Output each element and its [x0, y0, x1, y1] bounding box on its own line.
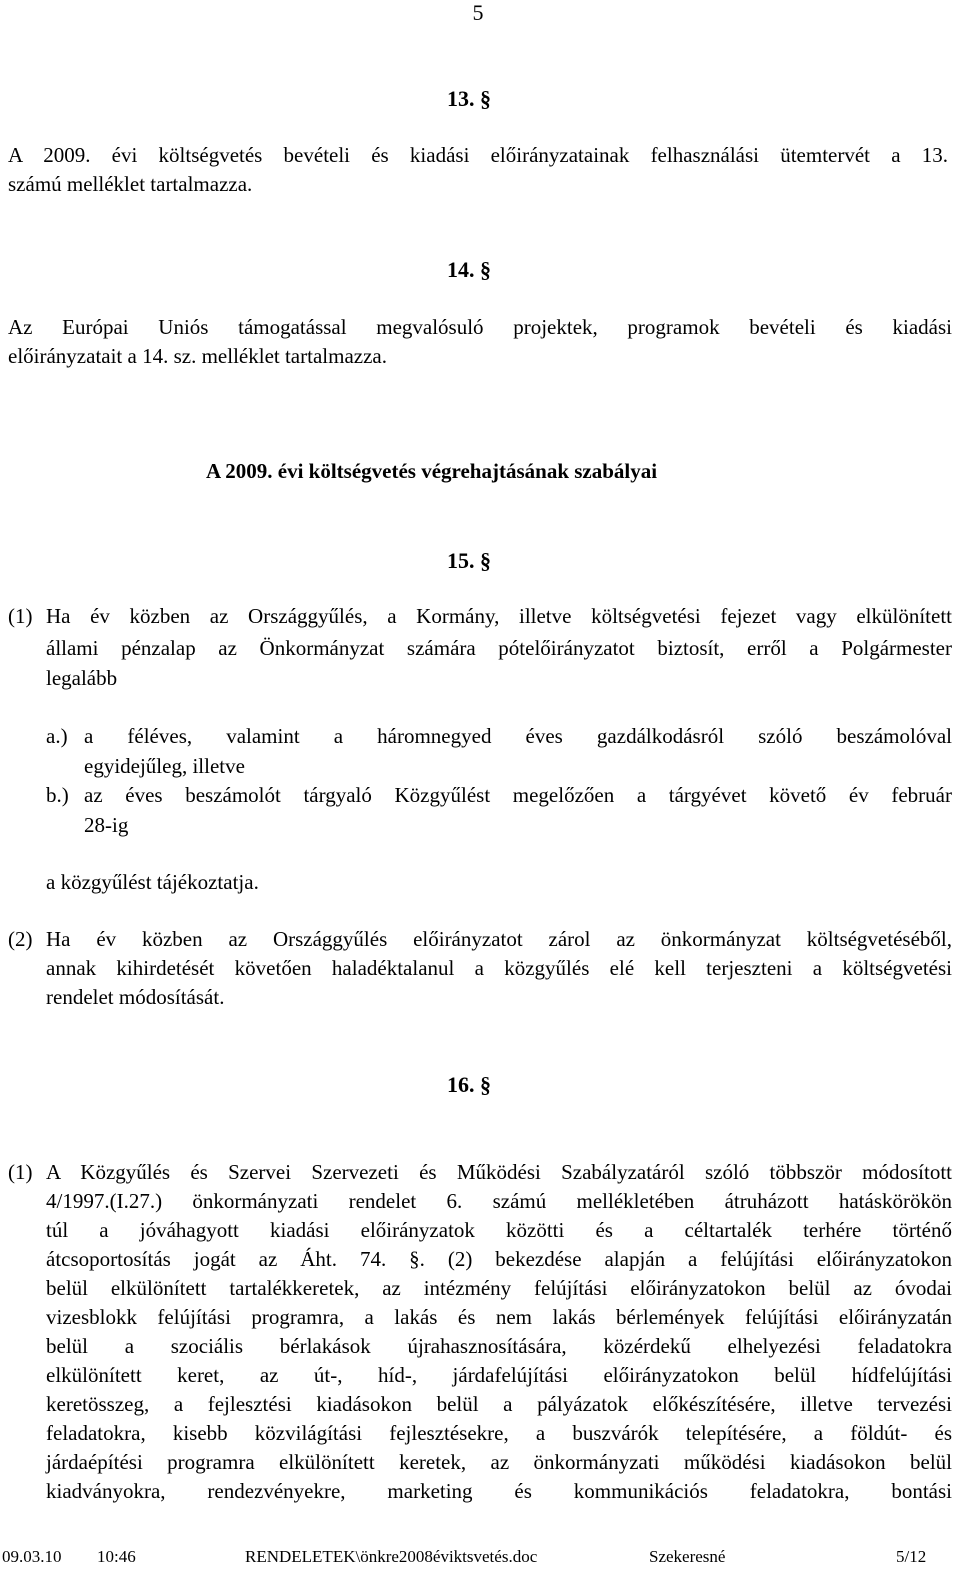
s16-p1-line-3: túl a jóváhagyott kiadási előirányzatok közötti és a céltartalék terhére történő: [46, 1218, 952, 1242]
s15-item-a-marker: a.): [46, 724, 68, 748]
section-15-title: 15. §: [447, 548, 491, 573]
s16-p1-line-12: kiadványokra, rendezvényekre, marketing és kommunikációs feladatokra, bontási: [46, 1479, 952, 1503]
s16-p1-line-7: belül a szociális bérlakások újrahasznosítására, közérdekű elhelyezési feladatokra: [46, 1334, 952, 1358]
s16-p1-line-1: A Közgyűlés és Szervei Szervezeti és Működési Szabályzatáról szóló többször módosított: [46, 1160, 952, 1184]
footer-file: RENDELETEK\önkre2008éviktsvetés.doc: [245, 1547, 538, 1566]
section-14-line-2: előirányzatait a 14. sz. melléklet tartalmazza.: [8, 344, 387, 368]
s15-item-b-line-1: az éves beszámolót tárgyaló Közgyűlést megelőzően a tárgyévet követő év február: [84, 783, 952, 807]
s16-p1-marker: (1): [8, 1160, 33, 1184]
s15-p1-line-3: legalább: [46, 666, 118, 690]
page-number: 5: [472, 0, 484, 25]
s15-item-b-line-2: 28-ig: [84, 813, 129, 837]
s15-tail: a közgyűlést tájékoztatja.: [46, 870, 259, 894]
section-14-title: 14. §: [447, 257, 491, 282]
s16-p1-line-4: átcsoportosítás jogát az Áht. 74. §. (2) bekezdése alapján a felújítási előirányzatokon: [46, 1247, 952, 1271]
s15-item-b-marker: b.): [46, 783, 69, 807]
chapter-heading: A 2009. évi költségvetés végrehajtásának szabályai: [206, 459, 658, 483]
section-13-title: 13. §: [447, 86, 491, 111]
s15-p2-line-2: annak kihirdetését követően haladéktalanul a közgyűlés elé kell terjeszteni a költségvetési: [46, 956, 952, 980]
s16-p1-line-6: vizesblokk felújítási programra, a lakás és nem lakás bérlemények felújítási előirányzatán: [46, 1305, 952, 1329]
s16-p1-line-8: elkülönített keret, az út-, híd-, járdafelújítási előirányzatokon belül hídfelújítási: [46, 1363, 952, 1387]
s15-p2-line-3: rendelet módosítását.: [46, 985, 225, 1009]
s15-p2-line-1: Ha év közben az Országgyűlés előirányzatot zárol az önkormányzat költségvetéséből,: [46, 927, 952, 951]
s16-p1-line-9: keretösszeg, a fejlesztési kiadásokon belül a pályázatok előkészítésére, illetve tervezési: [46, 1392, 952, 1416]
s15-p1-line-2: állami pénzalap az Önkormányzat számára pótelőirányzatot biztosít, erről a Polgármester: [46, 636, 952, 660]
s15-p2-marker: (2): [8, 927, 33, 951]
s15-p1-marker: (1): [8, 604, 33, 628]
s15-p1-line-1: Ha év közben az Országgyűlés, a Kormány, illetve költségvetési fejezet vagy elkülönített: [46, 604, 952, 628]
section-13-line-1: A 2009. évi költségvetés bevételi és kiadási előirányzatainak felhasználási ütemtervét a 13.: [8, 143, 948, 167]
s16-p1-line-5: belül elkülönített tartalékkeretek, az intézmény felújítási előirányzatokon belül az óvodai: [46, 1276, 952, 1300]
s15-item-a-line-2: egyidejűleg, illetve: [84, 754, 245, 778]
section-14-line-1: Az Európai Uniós támogatással megvalósuló projektek, programok bevételi és kiadási: [8, 315, 952, 339]
s16-p1-line-2: 4/1997.(I.27.) önkormányzati rendelet 6. számú mellékletében átruházott hatáskörökön: [46, 1189, 952, 1213]
s16-p1-line-10: feladatokra, kisebb közvilágítási fejlesztésekre, a buszvárók telepítésére, a földút- és: [46, 1421, 952, 1445]
footer-date: 09.03.10: [2, 1547, 62, 1566]
s16-p1-line-11: járdaépítési programra elkülönített keretek, az önkormányzati működési kiadásokon belül: [46, 1450, 952, 1474]
section-16-title: 16. §: [447, 1072, 491, 1097]
footer-pages: 5/12: [896, 1547, 927, 1566]
footer-time: 10:46: [97, 1547, 136, 1566]
section-13-line-2: számú melléklet tartalmazza.: [8, 172, 253, 196]
footer-author: Szekeresné: [649, 1547, 726, 1566]
s15-item-a-line-1: a féléves, valamint a háromnegyed éves gazdálkodásról szóló beszámolóval: [84, 724, 952, 748]
